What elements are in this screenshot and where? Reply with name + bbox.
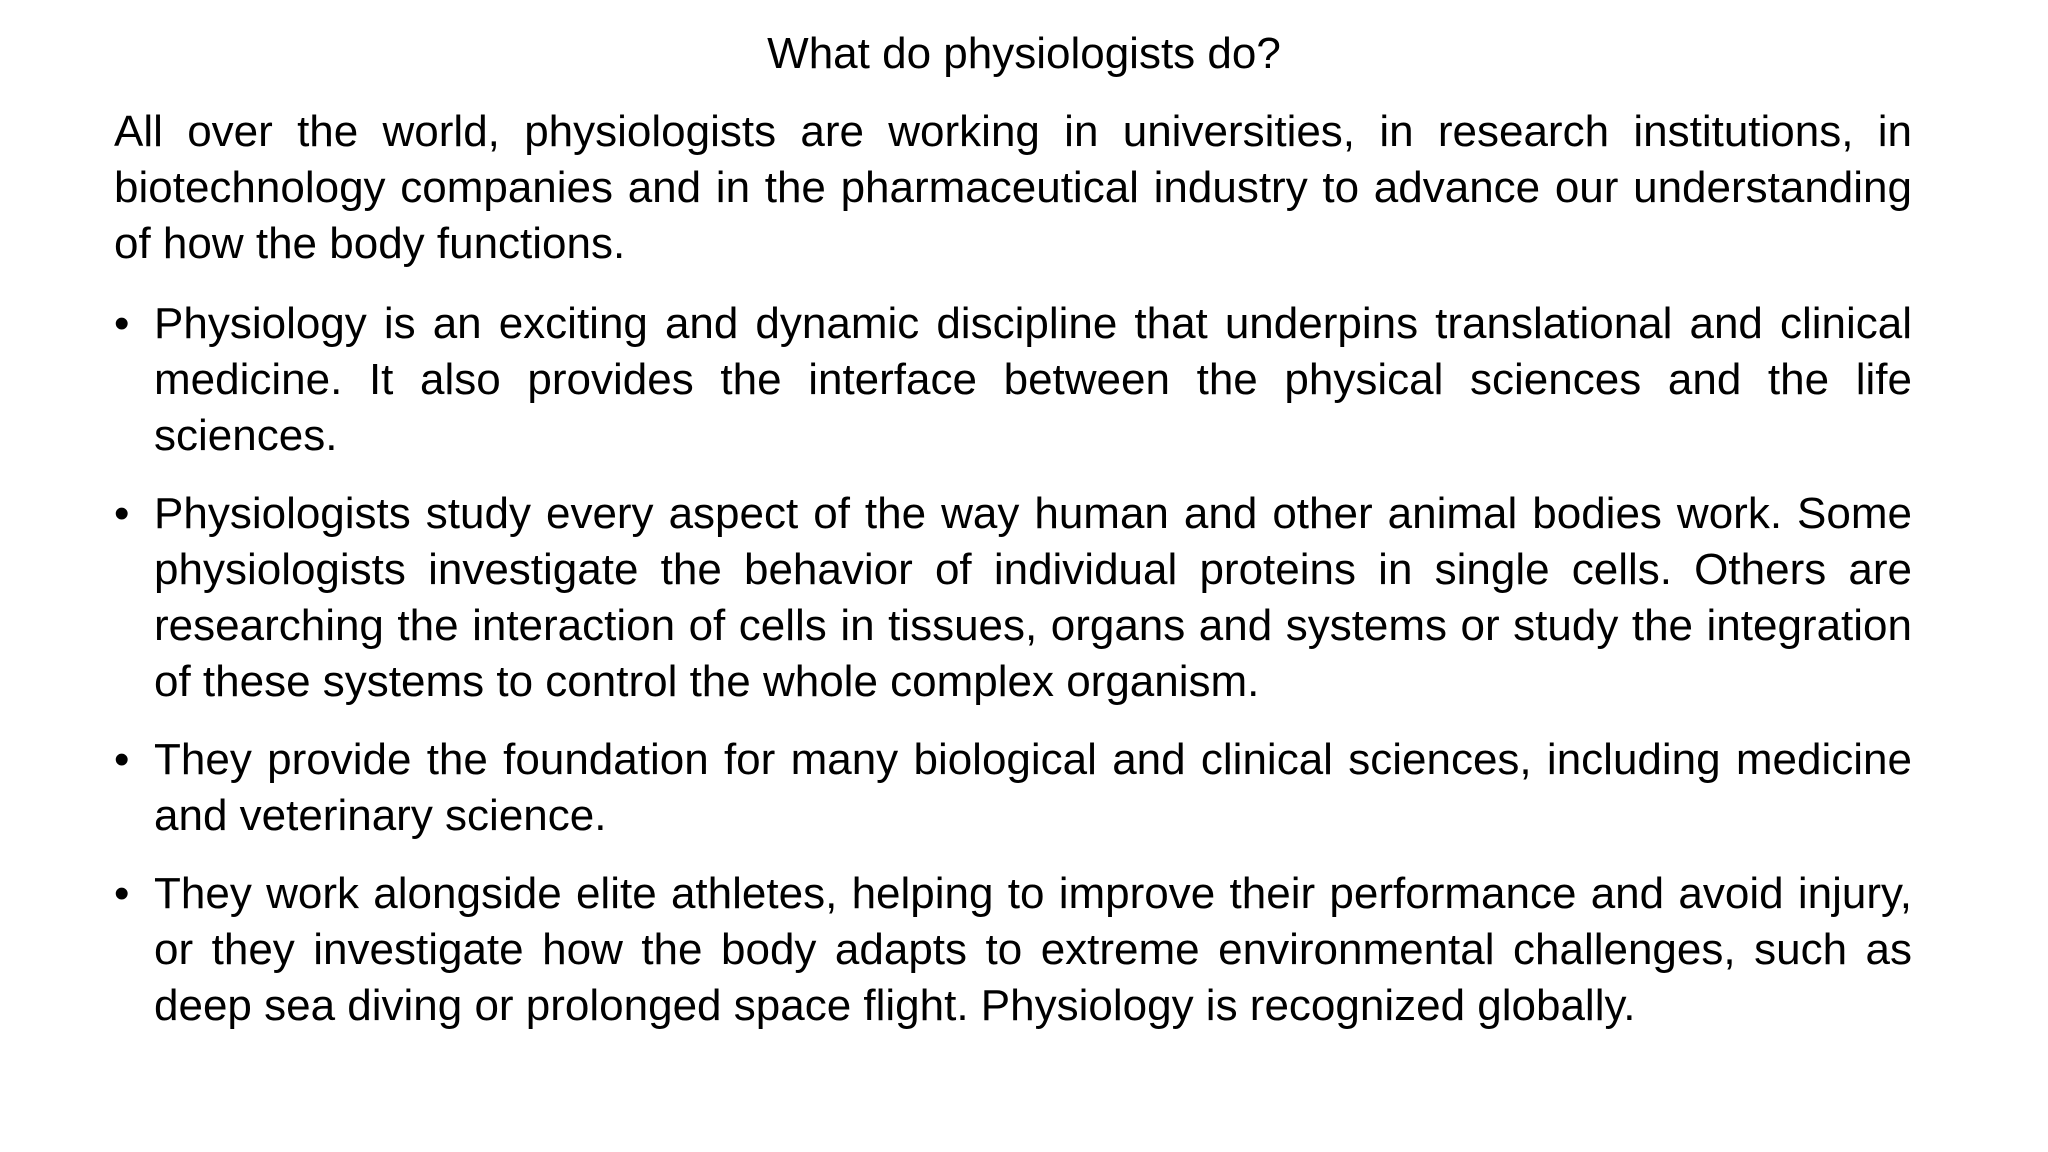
bullet-icon: • xyxy=(114,489,130,538)
bullet-icon: • xyxy=(114,299,130,348)
bullet-list xyxy=(114,296,1912,1034)
slide-content xyxy=(114,104,1912,1056)
bullet-item xyxy=(114,866,1912,1034)
bullet-text: Physiologists study every aspect of the way human and other animal bodies work. Some physiologists investigate the behavior of individual proteins in single cells. Others are researching the interaction of cells in tissues, organs and systems or study the integration of these systems to control the whole complex organism. xyxy=(154,489,1912,706)
bullet-text: They work alongside elite athletes, helping to improve their performance and avoid injury, or they investigate how the body adapts to extreme environmental challenges, such as deep sea diving or prolonged space flight. Physiology is recognized globally. xyxy=(154,869,1912,1030)
bullet-text: They provide the foundation for many biological and clinical sciences, including medicine and veterinary science. xyxy=(154,735,1912,840)
bullet-icon: • xyxy=(114,735,130,784)
intro-paragraph: All over the world, physiologists are working in universities, in research institutions, in biotechnology companies and in the pharmaceutical industry to advance our understanding of how the body functions. xyxy=(114,107,1912,268)
bullet-icon: • xyxy=(114,869,130,918)
bullet-item xyxy=(114,732,1912,844)
bullet-item xyxy=(114,296,1912,464)
slide-title: What do physiologists do? xyxy=(767,29,1281,78)
bullet-text: Physiology is an exciting and dynamic discipline that underpins translational and clinical medicine. It also provides the interface between the physical sciences and the life sciences. xyxy=(154,299,1912,460)
bullet-item xyxy=(114,486,1912,710)
